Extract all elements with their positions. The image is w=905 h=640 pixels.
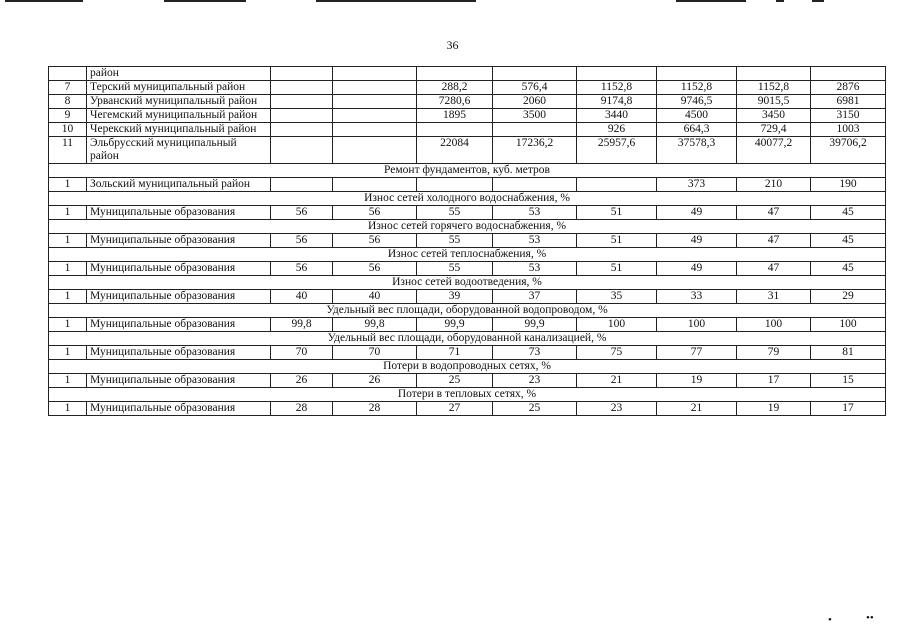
section-header-row [49,304,886,318]
value-cell: 19 [737,402,811,416]
value-cell: 28 [333,402,417,416]
row-number: 1 [49,234,87,248]
value-cell [811,67,886,81]
value-cell: 55 [417,234,493,248]
value-cell: 21 [657,402,737,416]
value-cell [417,123,493,137]
section-title: Износ сетей холодного водоснабжения, % [49,192,886,206]
value-cell: 56 [333,206,417,220]
row-number: 7 [49,81,87,95]
value-cell: 19 [657,374,737,388]
value-cell [493,178,577,192]
row-number: 1 [49,206,87,220]
value-cell: 49 [657,234,737,248]
table-row [49,137,886,164]
value-cell [333,178,417,192]
value-cell [271,67,333,81]
section-header-row [49,360,886,374]
value-cell: 53 [493,234,577,248]
value-cell: 210 [737,178,811,192]
table-row [49,346,886,360]
value-cell: 25 [493,402,577,416]
municipality-name: Муниципальные образования [87,374,271,388]
scan-speck: •• [866,612,874,624]
value-cell: 25 [417,374,493,388]
table-row [49,123,886,137]
value-cell: 99,8 [271,318,333,332]
municipality-name: Муниципальные образования [87,262,271,276]
value-cell: 45 [811,262,886,276]
row-number: 1 [49,374,87,388]
municipality-name: Муниципальные образования [87,402,271,416]
section-title: Износ сетей теплоснабжения, % [49,248,886,262]
value-cell [271,123,333,137]
value-cell: 51 [577,206,657,220]
value-cell: 3450 [737,109,811,123]
value-cell: 40 [333,290,417,304]
municipality-name: Муниципальные образования [87,290,271,304]
value-cell: 26 [271,374,333,388]
value-cell: 17236,2 [493,137,577,164]
value-cell [333,137,417,164]
section-title: Потери в тепловых сетях, % [49,388,886,402]
value-cell: 47 [737,234,811,248]
value-cell: 51 [577,234,657,248]
value-cell [271,95,333,109]
value-cell: 2876 [811,81,886,95]
table-row [49,178,886,192]
row-number [49,67,87,81]
table-row [49,81,886,95]
value-cell: 99,9 [493,318,577,332]
municipality-name: Урванский муниципальный район [87,95,271,109]
value-cell: 26 [333,374,417,388]
value-cell [271,109,333,123]
section-title: Износ сетей водоотведения, % [49,276,886,290]
value-cell [271,137,333,164]
value-cell: 37 [493,290,577,304]
value-cell: 9015,5 [737,95,811,109]
value-cell: 7280,6 [417,95,493,109]
municipality-name: Муниципальные образования [87,234,271,248]
scan-edge-artifact [316,0,476,2]
value-cell: 664,3 [657,123,737,137]
value-cell: 56 [333,234,417,248]
section-header-row [49,220,886,234]
value-cell [493,123,577,137]
value-cell [417,67,493,81]
table-row [49,95,886,109]
value-cell [333,95,417,109]
section-header-row [49,248,886,262]
value-cell: 51 [577,262,657,276]
value-cell [333,123,417,137]
value-cell: 47 [737,206,811,220]
value-cell: 35 [577,290,657,304]
value-cell: 27 [417,402,493,416]
value-cell: 288,2 [417,81,493,95]
row-number: 1 [49,262,87,276]
municipality-name: Зольский муниципальный район [87,178,271,192]
value-cell: 17 [811,402,886,416]
scan-edge-artifact [164,0,246,2]
value-cell: 77 [657,346,737,360]
value-cell: 28 [271,402,333,416]
value-cell: 3500 [493,109,577,123]
section-header-row [49,164,886,178]
value-cell [333,67,417,81]
table-row [49,234,886,248]
value-cell: 45 [811,234,886,248]
value-cell [577,67,657,81]
page-number: 36 [446,38,459,52]
section-title: Удельный вес площади, оборудованной канализацией, % [49,332,886,346]
value-cell: 4500 [657,109,737,123]
value-cell [333,81,417,95]
indicators-table [48,66,886,416]
value-cell: 99,9 [417,318,493,332]
value-cell [417,178,493,192]
value-cell: 22084 [417,137,493,164]
table-row [49,206,886,220]
value-cell: 40077,2 [737,137,811,164]
value-cell: 17 [737,374,811,388]
value-cell: 81 [811,346,886,360]
row-number: 1 [49,318,87,332]
value-cell: 21 [577,374,657,388]
municipality-name: Чегемский муниципальный район [87,109,271,123]
value-cell: 15 [811,374,886,388]
municipality-name: Муниципальные образования [87,346,271,360]
section-title: Потери в водопроводных сетях, % [49,360,886,374]
value-cell: 37578,3 [657,137,737,164]
value-cell: 53 [493,206,577,220]
table-row [49,262,886,276]
value-cell: 56 [333,262,417,276]
value-cell [271,81,333,95]
value-cell: 73 [493,346,577,360]
value-cell: 33 [657,290,737,304]
table-body [49,67,886,416]
value-cell: 39 [417,290,493,304]
table-row [49,109,886,123]
section-header-row [49,192,886,206]
row-number: 8 [49,95,87,109]
value-cell: 55 [417,262,493,276]
table-row [49,318,886,332]
value-cell: 29 [811,290,886,304]
value-cell: 6981 [811,95,886,109]
value-cell: 1152,8 [737,81,811,95]
value-cell [493,67,577,81]
value-cell: 40 [271,290,333,304]
row-number: 1 [49,290,87,304]
scan-edge-artifact [812,0,824,2]
value-cell [333,109,417,123]
value-cell: 99,8 [333,318,417,332]
value-cell: 49 [657,206,737,220]
section-title: Ремонт фундаментов, куб. метров [49,164,886,178]
value-cell: 56 [271,206,333,220]
value-cell: 576,4 [493,81,577,95]
section-header-row [49,332,886,346]
value-cell: 100 [657,318,737,332]
value-cell: 1152,8 [657,81,737,95]
table-row [49,290,886,304]
municipality-name: Эльбрусский муниципальный район [87,137,271,164]
row-number: 1 [49,178,87,192]
section-title: Износ сетей горячего водоснабжения, % [49,220,886,234]
value-cell: 56 [271,262,333,276]
value-cell: 100 [577,318,657,332]
value-cell [657,67,737,81]
municipality-name: Терский муниципальный район [87,81,271,95]
value-cell: 45 [811,206,886,220]
value-cell: 3440 [577,109,657,123]
value-cell: 79 [737,346,811,360]
row-number: 1 [49,346,87,360]
scan-edge-artifact [776,0,784,2]
value-cell: 373 [657,178,737,192]
row-number: 1 [49,402,87,416]
value-cell [737,67,811,81]
scan-speck: • [828,614,832,626]
value-cell: 729,4 [737,123,811,137]
value-cell: 71 [417,346,493,360]
value-cell: 100 [811,318,886,332]
table-row [49,402,886,416]
value-cell: 39706,2 [811,137,886,164]
value-cell: 49 [657,262,737,276]
section-header-row [49,276,886,290]
municipality-name: Муниципальные образования [87,318,271,332]
value-cell: 1152,8 [577,81,657,95]
value-cell: 926 [577,123,657,137]
row-number: 10 [49,123,87,137]
value-cell: 100 [737,318,811,332]
value-cell: 190 [811,178,886,192]
value-cell: 9174,8 [577,95,657,109]
municipality-name: Черекский муниципальный район [87,123,271,137]
table-row [49,374,886,388]
municipality-name: Муниципальные образования [87,206,271,220]
value-cell: 23 [577,402,657,416]
municipality-name: район [87,67,271,81]
value-cell: 75 [577,346,657,360]
row-number: 9 [49,109,87,123]
scan-edge-artifact [676,0,746,2]
value-cell: 2060 [493,95,577,109]
row-number: 11 [49,137,87,164]
scan-edge-artifact [5,0,83,2]
value-cell: 47 [737,262,811,276]
value-cell: 1003 [811,123,886,137]
value-cell: 55 [417,206,493,220]
value-cell: 3150 [811,109,886,123]
section-header-row [49,388,886,402]
value-cell: 1895 [417,109,493,123]
value-cell: 23 [493,374,577,388]
table-row [49,67,886,81]
value-cell: 25957,6 [577,137,657,164]
value-cell: 9746,5 [657,95,737,109]
value-cell: 31 [737,290,811,304]
section-title: Удельный вес площади, оборудованной водопроводом, % [49,304,886,318]
value-cell: 70 [333,346,417,360]
value-cell: 53 [493,262,577,276]
value-cell: 70 [271,346,333,360]
value-cell [577,178,657,192]
value-cell [271,178,333,192]
value-cell: 56 [271,234,333,248]
